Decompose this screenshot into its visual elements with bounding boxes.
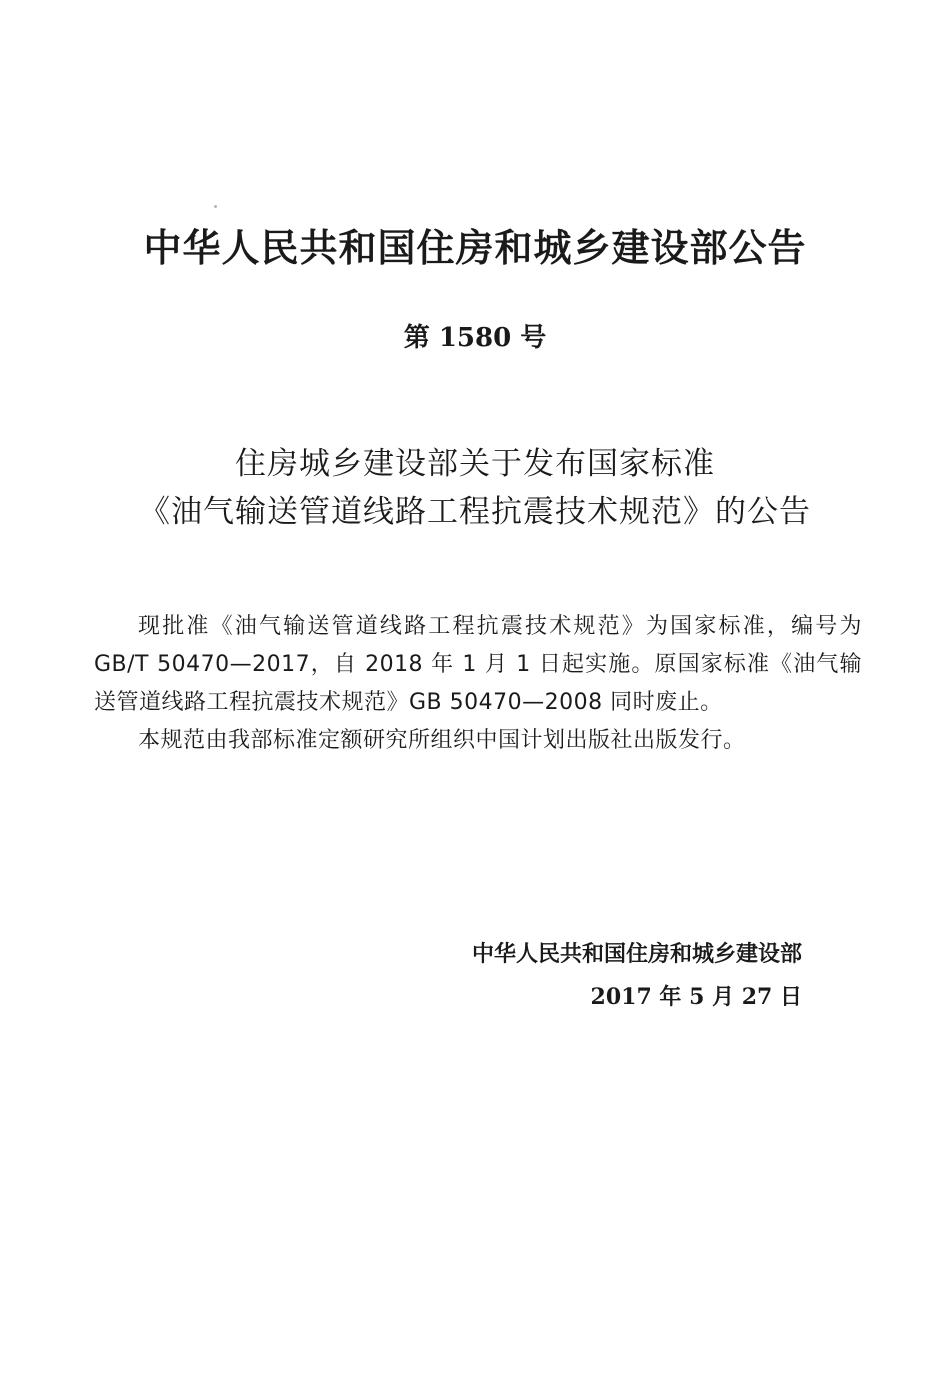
title-line-1: 住房城乡建设部关于发布国家标准 (235, 446, 715, 482)
announcement-number: 第 1580 号 (403, 323, 547, 353)
announcement-body (94, 608, 862, 760)
masthead-title: 中华人民共和国住房和城乡建设部公告 (143, 226, 807, 270)
body-paragraph-2: 本规范由我部标准定额研究所组织中国计划出版社出版发行。 (138, 728, 746, 753)
announcement-title (60, 440, 890, 536)
signature-block (472, 934, 802, 1018)
title-line-2: 《油气输送管道线路工程抗震技术规范》的公告 (139, 494, 811, 530)
scan-speck (214, 205, 217, 208)
issue-date: 2017 年 5 月 27 日 (590, 984, 802, 1010)
body-paragraph-1: 现批准《油气输送管道线路工程抗震技术规范》为国家标准，编号为 GB/T 50470—2017，自 2018 年 1 月 1 日起实施。原国家标准《油气输送管道线路工程抗震技术规范》GB 50470—2008 同时废止。 (94, 614, 862, 715)
issuer-name: 中华人民共和国住房和城乡建设部 (471, 942, 802, 967)
